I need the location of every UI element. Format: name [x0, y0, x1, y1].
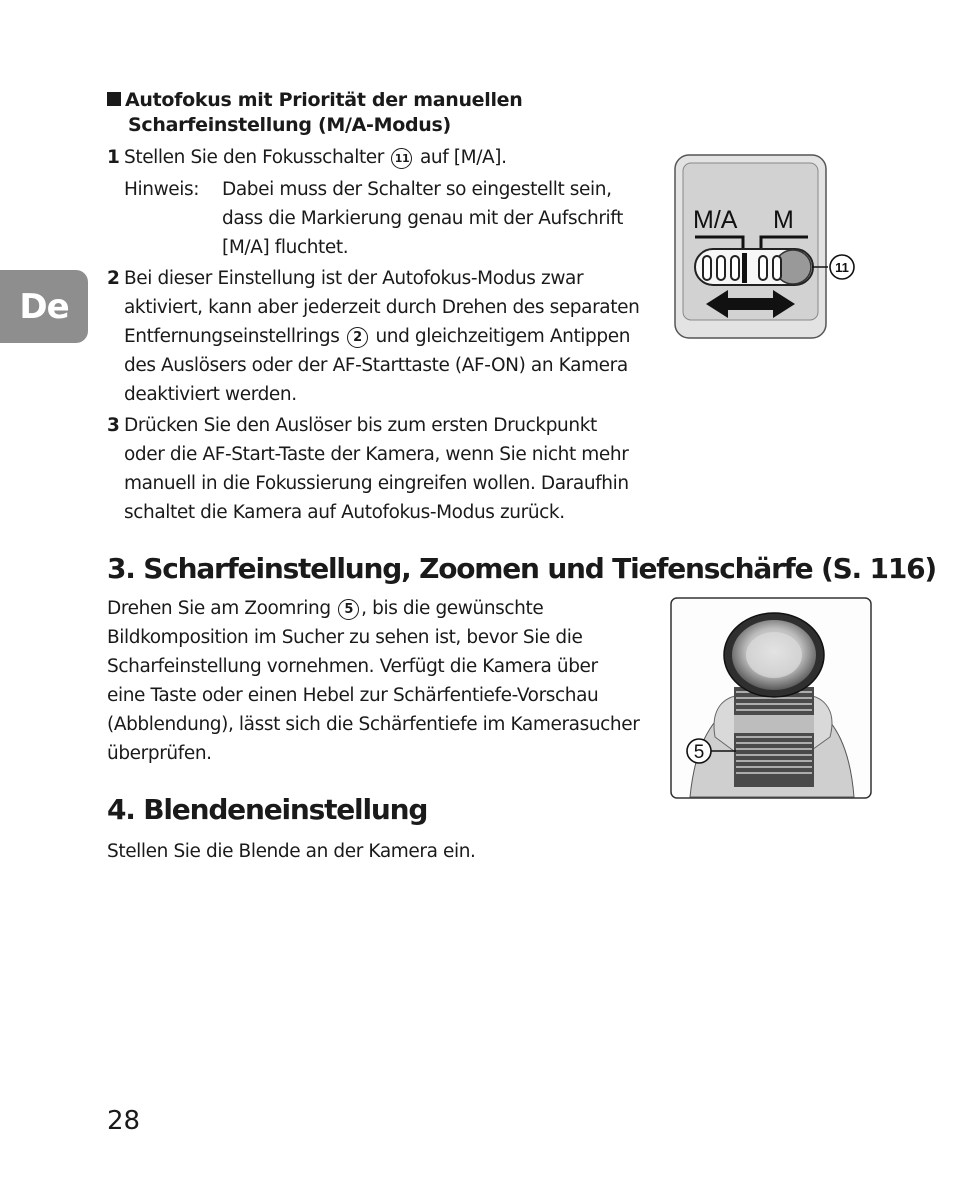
section-4-body: Stellen Sie die Blende an der Kamera ein.: [107, 841, 476, 862]
step-line: oder die AF-Start-Taste der Kamera, wenn Sie nicht mehr: [124, 444, 629, 465]
focus-switch-illustration: [673, 153, 873, 343]
step-line: deaktiviert werden.: [124, 384, 297, 405]
zoom-ring-illustration: [670, 597, 872, 799]
ref-marker: 11: [391, 148, 412, 169]
section-3-body: [107, 594, 667, 768]
step-number: 3: [107, 415, 120, 436]
step-number: 2: [107, 268, 120, 289]
step-3: [107, 411, 667, 527]
step-line: Bei dieser Einstellung ist der Autofokus-Modus zwar: [124, 268, 584, 289]
label-m: M: [773, 206, 794, 234]
heading-line-1: Autofokus mit Priorität der manuellen: [125, 89, 523, 111]
note-line: [M/A] fluchtet.: [222, 237, 349, 258]
heading-line-2: Scharfeinstellung (M/A-Modus): [128, 114, 451, 136]
body-line: (Abblendung), lässt sich die Schärfentiefe im Kamerasucher: [107, 714, 640, 735]
step-text: Entfernungseinstellrings: [124, 326, 340, 347]
step-2: [107, 264, 667, 409]
step-line: aktiviert, kann aber jederzeit durch Drehen des separaten: [124, 297, 640, 318]
step-1: [107, 143, 667, 172]
step-line: manuell in die Fokussierung eingreifen wollen. Daraufhin: [124, 473, 629, 494]
note-line: dass die Markierung genau mit der Aufschrift: [222, 208, 623, 229]
ref-marker: 5: [693, 742, 705, 763]
body-line: überprüfen.: [107, 743, 212, 764]
step-line: Drücken Sie den Auslöser bis zum ersten Druckpunkt: [124, 415, 597, 436]
section-3-heading: 3. Scharfeinstellung, Zoomen und Tiefenschärfe (S. 116): [107, 552, 936, 585]
language-tab: De: [0, 270, 88, 343]
section-heading-ma-mode: [107, 88, 667, 138]
ref-marker: 5: [338, 599, 359, 620]
note-line: Dabei muss der Schalter so eingestellt sein,: [222, 179, 612, 200]
page-number: 28: [107, 1106, 141, 1136]
body-line: Bildkomposition im Sucher zu sehen ist, bevor Sie die: [107, 627, 583, 648]
label-ma: M/A: [693, 206, 738, 234]
body-line: Scharfeinstellung vornehmen. Verfügt die Kamera über: [107, 656, 598, 677]
step-text-end: auf [M/A].: [419, 147, 507, 168]
note-label: Hinweis:: [124, 179, 200, 200]
step-line: des Auslösers oder der AF-Starttaste (AF-ON) an Kamera: [124, 355, 628, 376]
step-line: schaltet die Kamera auf Autofokus-Modus zurück.: [124, 502, 565, 523]
body-line: eine Taste oder einen Hebel zur Schärfentiefe-Vorschau: [107, 685, 599, 706]
body-text: , bis die gewünschte: [361, 598, 544, 619]
step-line: [107, 322, 667, 351]
step-number: 1: [107, 147, 120, 168]
section-4-heading: 4. Blendeneinstellung: [107, 793, 428, 826]
ref-marker: 11: [835, 260, 849, 275]
square-bullet-icon: [107, 92, 121, 106]
body-text: Drehen Sie am Zoomring: [107, 598, 331, 619]
step-text: Stellen Sie den Fokusschalter: [124, 147, 384, 168]
note-block: [124, 175, 664, 262]
step-text: und gleichzeitigem Antippen: [375, 326, 631, 347]
ref-marker: 2: [347, 327, 368, 348]
